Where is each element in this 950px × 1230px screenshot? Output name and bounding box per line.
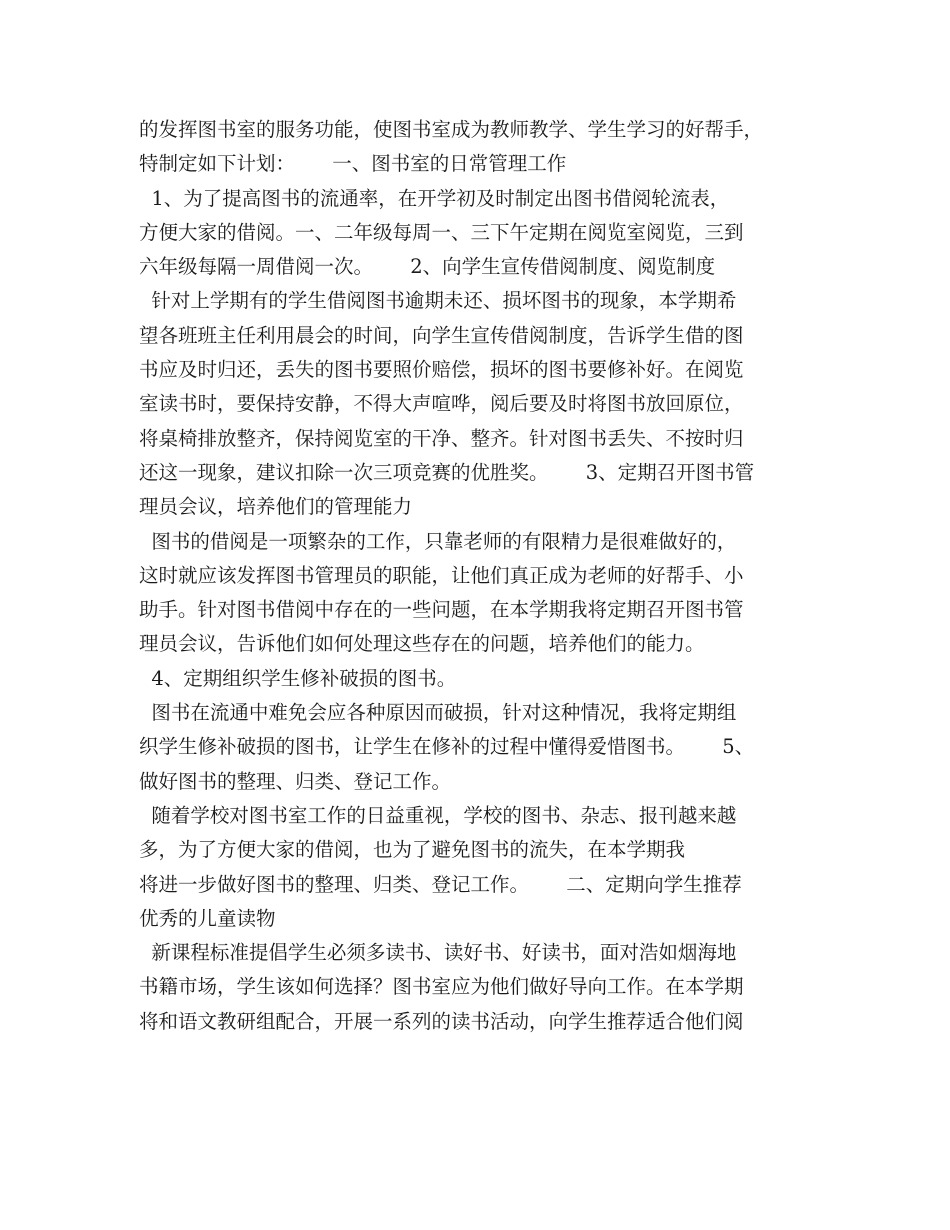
text-line: 1、为了提高图书的流通率，在开学初及时制定出图书借阅轮流表， xyxy=(139,186,730,210)
text-line: 特制定如下计划： 一、图书室的日常管理工作 xyxy=(139,152,567,176)
text-line: 优秀的儿童读物 xyxy=(139,906,276,930)
text-line: 随着学校对图书室工作的日益重视，学校的图书、杂志、报刊越来越 xyxy=(139,803,737,827)
text-line: 针对上学期有的学生借阅图书逾期未还、损坏图书的现象，本学期希 xyxy=(139,289,737,313)
text-line: 书籍市场，学生该如何选择？图书室应为他们做好导向工作。在本学期 xyxy=(139,975,744,999)
text-line: 方便大家的借阅。一、二年级每周一、三下午定期在阅览室阅览，三到 xyxy=(139,220,744,244)
text-line: 做好图书的整理、归类、登记工作。 xyxy=(139,769,452,793)
text-line: 将和语文教研组配合，开展一系列的读书活动，向学生推荐适合他们阅 xyxy=(139,1009,744,1033)
text-line: 将进一步做好图书的整理、归类、登记工作。 二、定期向学生推荐 xyxy=(139,872,742,896)
text-line: 助手。针对图书借阅中存在的一些问题，在本学期我将定期召开图书管 xyxy=(139,598,744,622)
text-line: 的发挥图书室的服务功能，使图书室成为教师教学、学生学习的好帮手， xyxy=(139,118,764,141)
text-line: 理员会议，培养他们的管理能力 xyxy=(139,495,413,519)
text-line: 多，为了方便大家的借阅，也为了避免图书的流失，在本学期我 xyxy=(139,838,686,862)
text-line: 室读书时，要保持安静，不得大声喧哗，阅后要及时将图书放回原位， xyxy=(139,392,744,416)
text-line: 这时就应该发挥图书管理员的职能，让他们真正成为老师的好帮手、小 xyxy=(139,563,744,587)
text-line: 还这一现象，建议扣除一次三项竞赛的优胜奖。 3、定期召开图书管 xyxy=(139,460,755,484)
text-line: 织学生修补破损的图书，让学生在修补的过程中懂得爱惜图书。 5、 xyxy=(139,735,755,759)
text-line: 图书在流通中难免会应各种原因而破损，针对这种情况，我将定期组 xyxy=(139,701,737,725)
text-line: 望各班班主任利用晨会的时间，向学生宣传借阅制度，告诉学生借的图 xyxy=(139,323,744,347)
text-line: 理员会议，告诉他们如何处理这些存在的问题，培养他们的能力。 xyxy=(139,632,705,656)
text-line: 将桌椅排放整齐，保持阅览室的干净、整齐。针对图书丢失、不按时归 xyxy=(139,426,744,450)
text-line: 六年级每隔一周借阅一次。 2、向学生宣传借阅制度、阅览制度 xyxy=(139,255,716,279)
text-line: 4、定期组织学生修补破损的图书。 xyxy=(139,666,457,690)
text-line: 书应及时归还，丢失的图书要照价赔偿，损坏的图书要修补好。在阅览 xyxy=(139,358,744,382)
body-text xyxy=(139,113,839,1039)
text-line: 图书的借阅是一项繁杂的工作，只靠老师的有限精力是很难做好的， xyxy=(139,529,737,553)
text-line: 新课程标准提倡学生必须多读书、读好书、好读书，面对浩如烟海地 xyxy=(139,941,737,965)
